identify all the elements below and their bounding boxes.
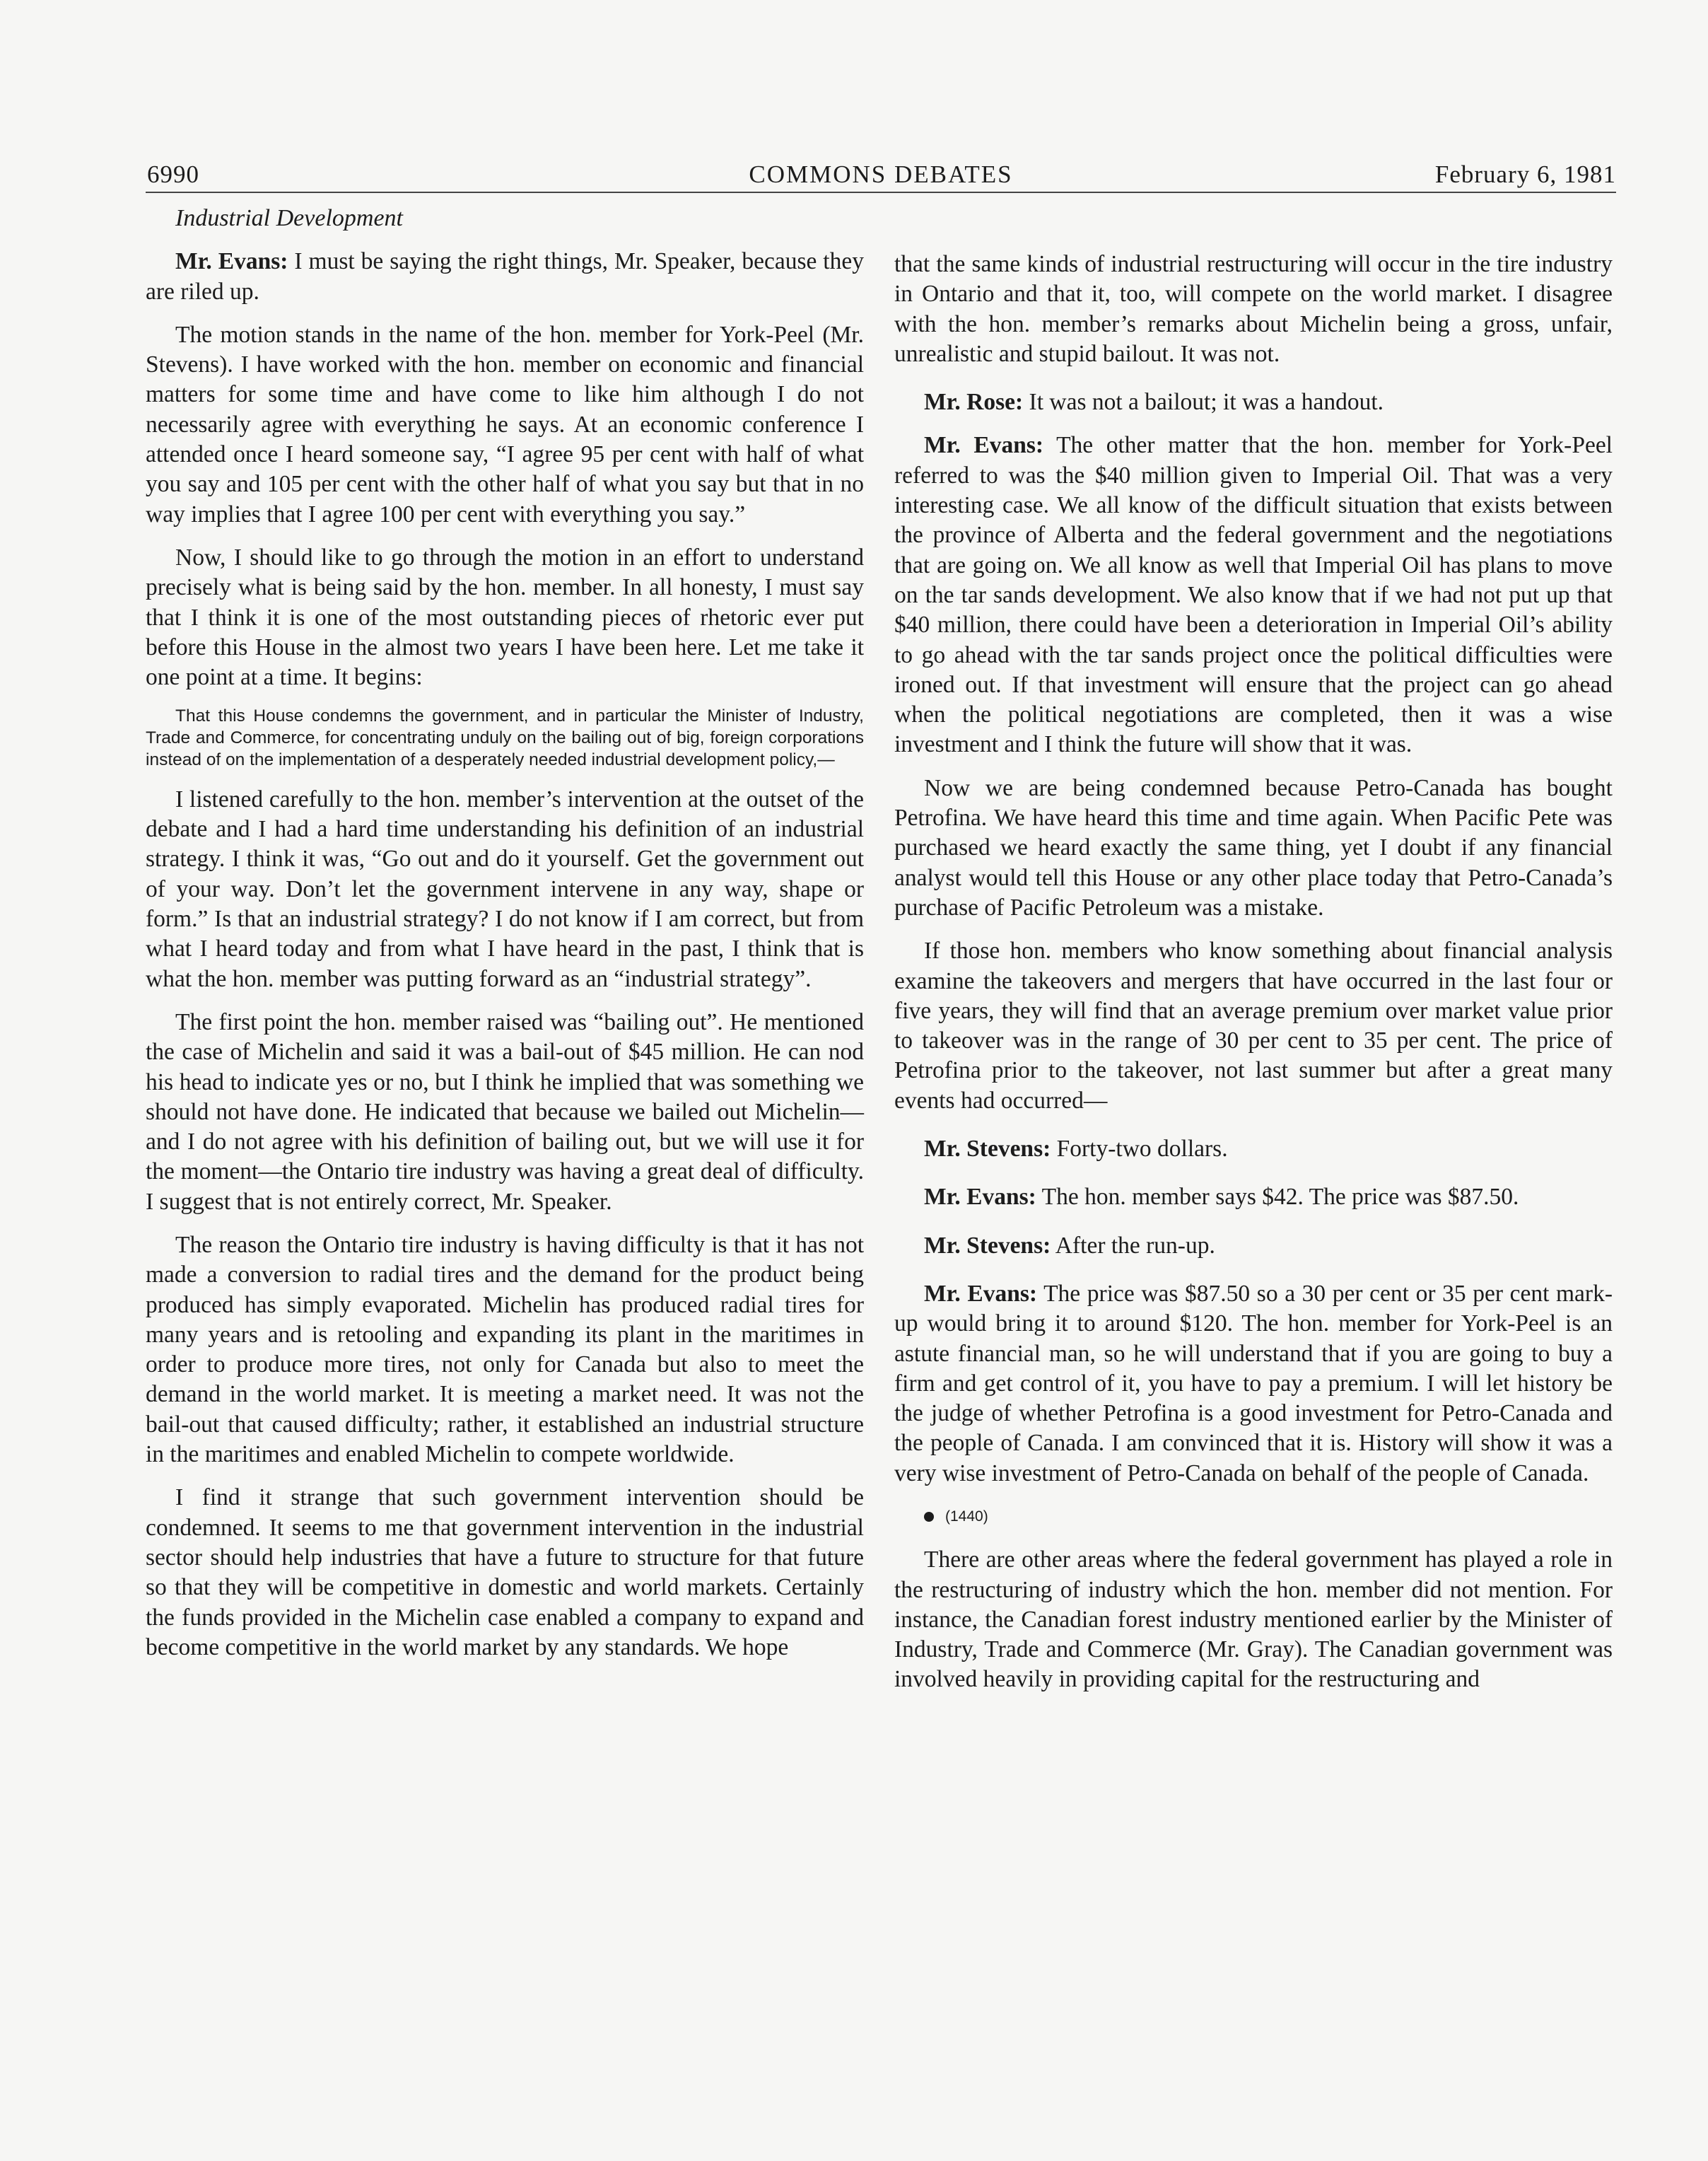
paragraph: Mr. Stevens: After the run-up. — [924, 1232, 1215, 1259]
section-title: Industrial Development — [175, 205, 403, 231]
paragraph: Mr. Evans: The price was $87.50 so a 30 per cent or 35 per cent mark-up would bring it to around $120. The hon. member for York-Peel is an astute financial man, so he will understand that if you are going to buy a firm and get control of it, you have to pay a premium. I will let history be the judge of whether Petrofina is a good investment for Petro-Canada and the people of Canada. I am convinced that it is. History will show it was a very wise investment of Petro-Canada on behalf of the people of Canada. — [894, 1280, 1613, 1486]
paragraph: If those hon. members who know something about financial analysis examine the takeovers and mergers that have occurred in the last four or five years, they will find that an average premium over market value prior to takeover was in the range of 30 per cent to 35 per cent. The price of Petrofina prior to the takeover, not last summer but after a great many events had occurred— — [894, 938, 1613, 1114]
paragraph: Mr. Evans: The other matter that the hon. member for York-Peel referred to was the $40 million given to Imperial Oil. That was a very interesting case. We all know of the difficult situation that exists between the province of Alberta and the federal government and the negotiations that are going on. We all know as well that Imperial Oil has plans to move on the tar sands development. We also know that if we had not put up that $40 million, there could have been a deterioration in Imperial Oil’s ability to go ahead with the tar sands project once the political difficulties were ironed out. If that investment will ensure that the project can go ahead when the political negotiations are completed, then it was a wise investment and I think the future will show that it was. — [894, 432, 1613, 758]
issue-date: February 6, 1981 — [1434, 161, 1616, 188]
paragraph: Mr. Evans: The hon. member says $42. The price was $87.50. — [924, 1184, 1519, 1211]
paragraph: Now we are being condemned because Petro-Canada has bought Petrofina. We have heard this time and time again. When Pacific Pete was purchased we heard exactly the same thing, yet I doubt if any financial analyst would tell this House or any other place today that Petro-Canada’s purchase of Pacific Petroleum was a mistake. — [894, 774, 1613, 921]
paragraph: There are other areas where the federal government has played a role in the restructuring of industry which the hon. member did not mention. For instance, the Canadian forest industry mentioned earlier by the Minister of Industry, Trade and Commerce (Mr. Gray). The Canadian government was involved heavily in providing capital for the restructuring and — [894, 1547, 1613, 1693]
motion-quote: That this House condemns the government, and in particular the Minister of Industry, Trade and Commerce, for concentrating unduly on the bailing out of big, foreign corporations instead of on the implementation of a desperately needed industrial development policy,— — [146, 706, 864, 770]
speaker-label: Mr. Evans: — [924, 1280, 1038, 1307]
speaker-label: Mr. Evans: — [924, 432, 1044, 459]
speaker-label: Mr. Evans: — [924, 1184, 1036, 1211]
speaker-label: Mr. Stevens: — [924, 1136, 1051, 1163]
speaker-label: Mr. Stevens: — [924, 1232, 1051, 1259]
paragraph: The motion stands in the name of the hon. member for York-Peel (Mr. Stevens). I have worked with the hon. member on economic and financial matters for some time and have come to like him although I do not necessarily agree with everything he says. At an economic conference I attended once I heard someone say, “I agree 95 per cent with half of what you say and 105 per cent with the other half of what you say but that in no way implies that I agree 100 per cent with everything you say.” — [146, 321, 864, 528]
bullet-icon — [924, 1512, 934, 1522]
paragraph: Mr. Rose: It was not a bailout; it was a handout. — [924, 389, 1384, 416]
paragraph: Mr. Stevens: Forty-two dollars. — [924, 1136, 1228, 1163]
timestamp: (1440) — [894, 1502, 1613, 1532]
speaker-label: Mr. Rose: — [924, 389, 1024, 416]
speaker-label: Mr. Evans: — [175, 248, 288, 275]
right-column — [894, 250, 1613, 1708]
paragraph: Now, I should like to go through the motion in an effort to understand precisely what is being said by the hon. member. In all honesty, I must say that I think it is one of the most outstanding pieces of rhetoric ever put before this House in the almost two years I have been here. Let me take it one point at a time. It begins: — [146, 544, 864, 691]
header-rule — [146, 192, 1616, 193]
journal-title: COMMONS DEBATES — [749, 161, 1013, 188]
page-number: 6990 — [147, 161, 199, 188]
paragraph: The reason the Ontario tire industry is having difficulty is that it has not made a conversion to radial tires and the demand for the product being produced has simply evaporated. Michelin has produced radial tires for many years and is retooling and expanding its plant in the maritimes in order to produce more tires, not only for Canada but also to meet the demand in the world market. It is meeting a market need. It was not the bail-out that caused difficulty; rather, it established an industrial structure in the maritimes and enabled Michelin to compete worldwide. — [146, 1232, 864, 1468]
left-column — [146, 204, 864, 1676]
paragraph: that the same kinds of industrial restructuring will occur in the tire industry in Ontario and that it, too, will compete on the world market. I disagree with the hon. member’s remarks about Michelin being a gross, unfair, unrealistic and stupid bailout. It was not. — [894, 251, 1613, 367]
paragraph: Mr. Evans: I must be saying the right things, Mr. Speaker, because they are riled up. — [146, 248, 864, 305]
paragraph: I find it strange that such government intervention should be condemned. It seems to me that government intervention in the industrial sector should help industries that have a future to structure for that future so that they will be competitive in domestic and world markets. Certainly the funds provided in the Michelin case enabled a company to expand and become competitive in the world market by any standards. We hope — [146, 1484, 864, 1660]
page-header — [146, 156, 1616, 193]
paragraph: I listened carefully to the hon. member’s intervention at the outset of the debate and I had a hard time understanding his definition of an industrial strategy. I think it was, “Go out and do it yourself. Get the government out of your way. Don’t let the government intervene in any way, shape or form.” Is that an industrial strategy? I do not know if I am correct, but from what I heard today and from what I have heard in the past, I think that is what the hon. member was putting forward as an “industrial strategy”. — [146, 786, 864, 992]
paragraph: The first point the hon. member raised was “bailing out”. He mentioned the case of Michelin and said it was a bail-out of $45 million. He can nod his head to indicate yes or no, but I think he implied that was something we should not have done. He indicated that because we bailed out Michelin—and I do not agree with his definition of bailing out, but we will use it for the moment—the Ontario tire industry was having a great deal of difficulty. I suggest that is not entirely correct, Mr. Speaker. — [146, 1008, 864, 1215]
